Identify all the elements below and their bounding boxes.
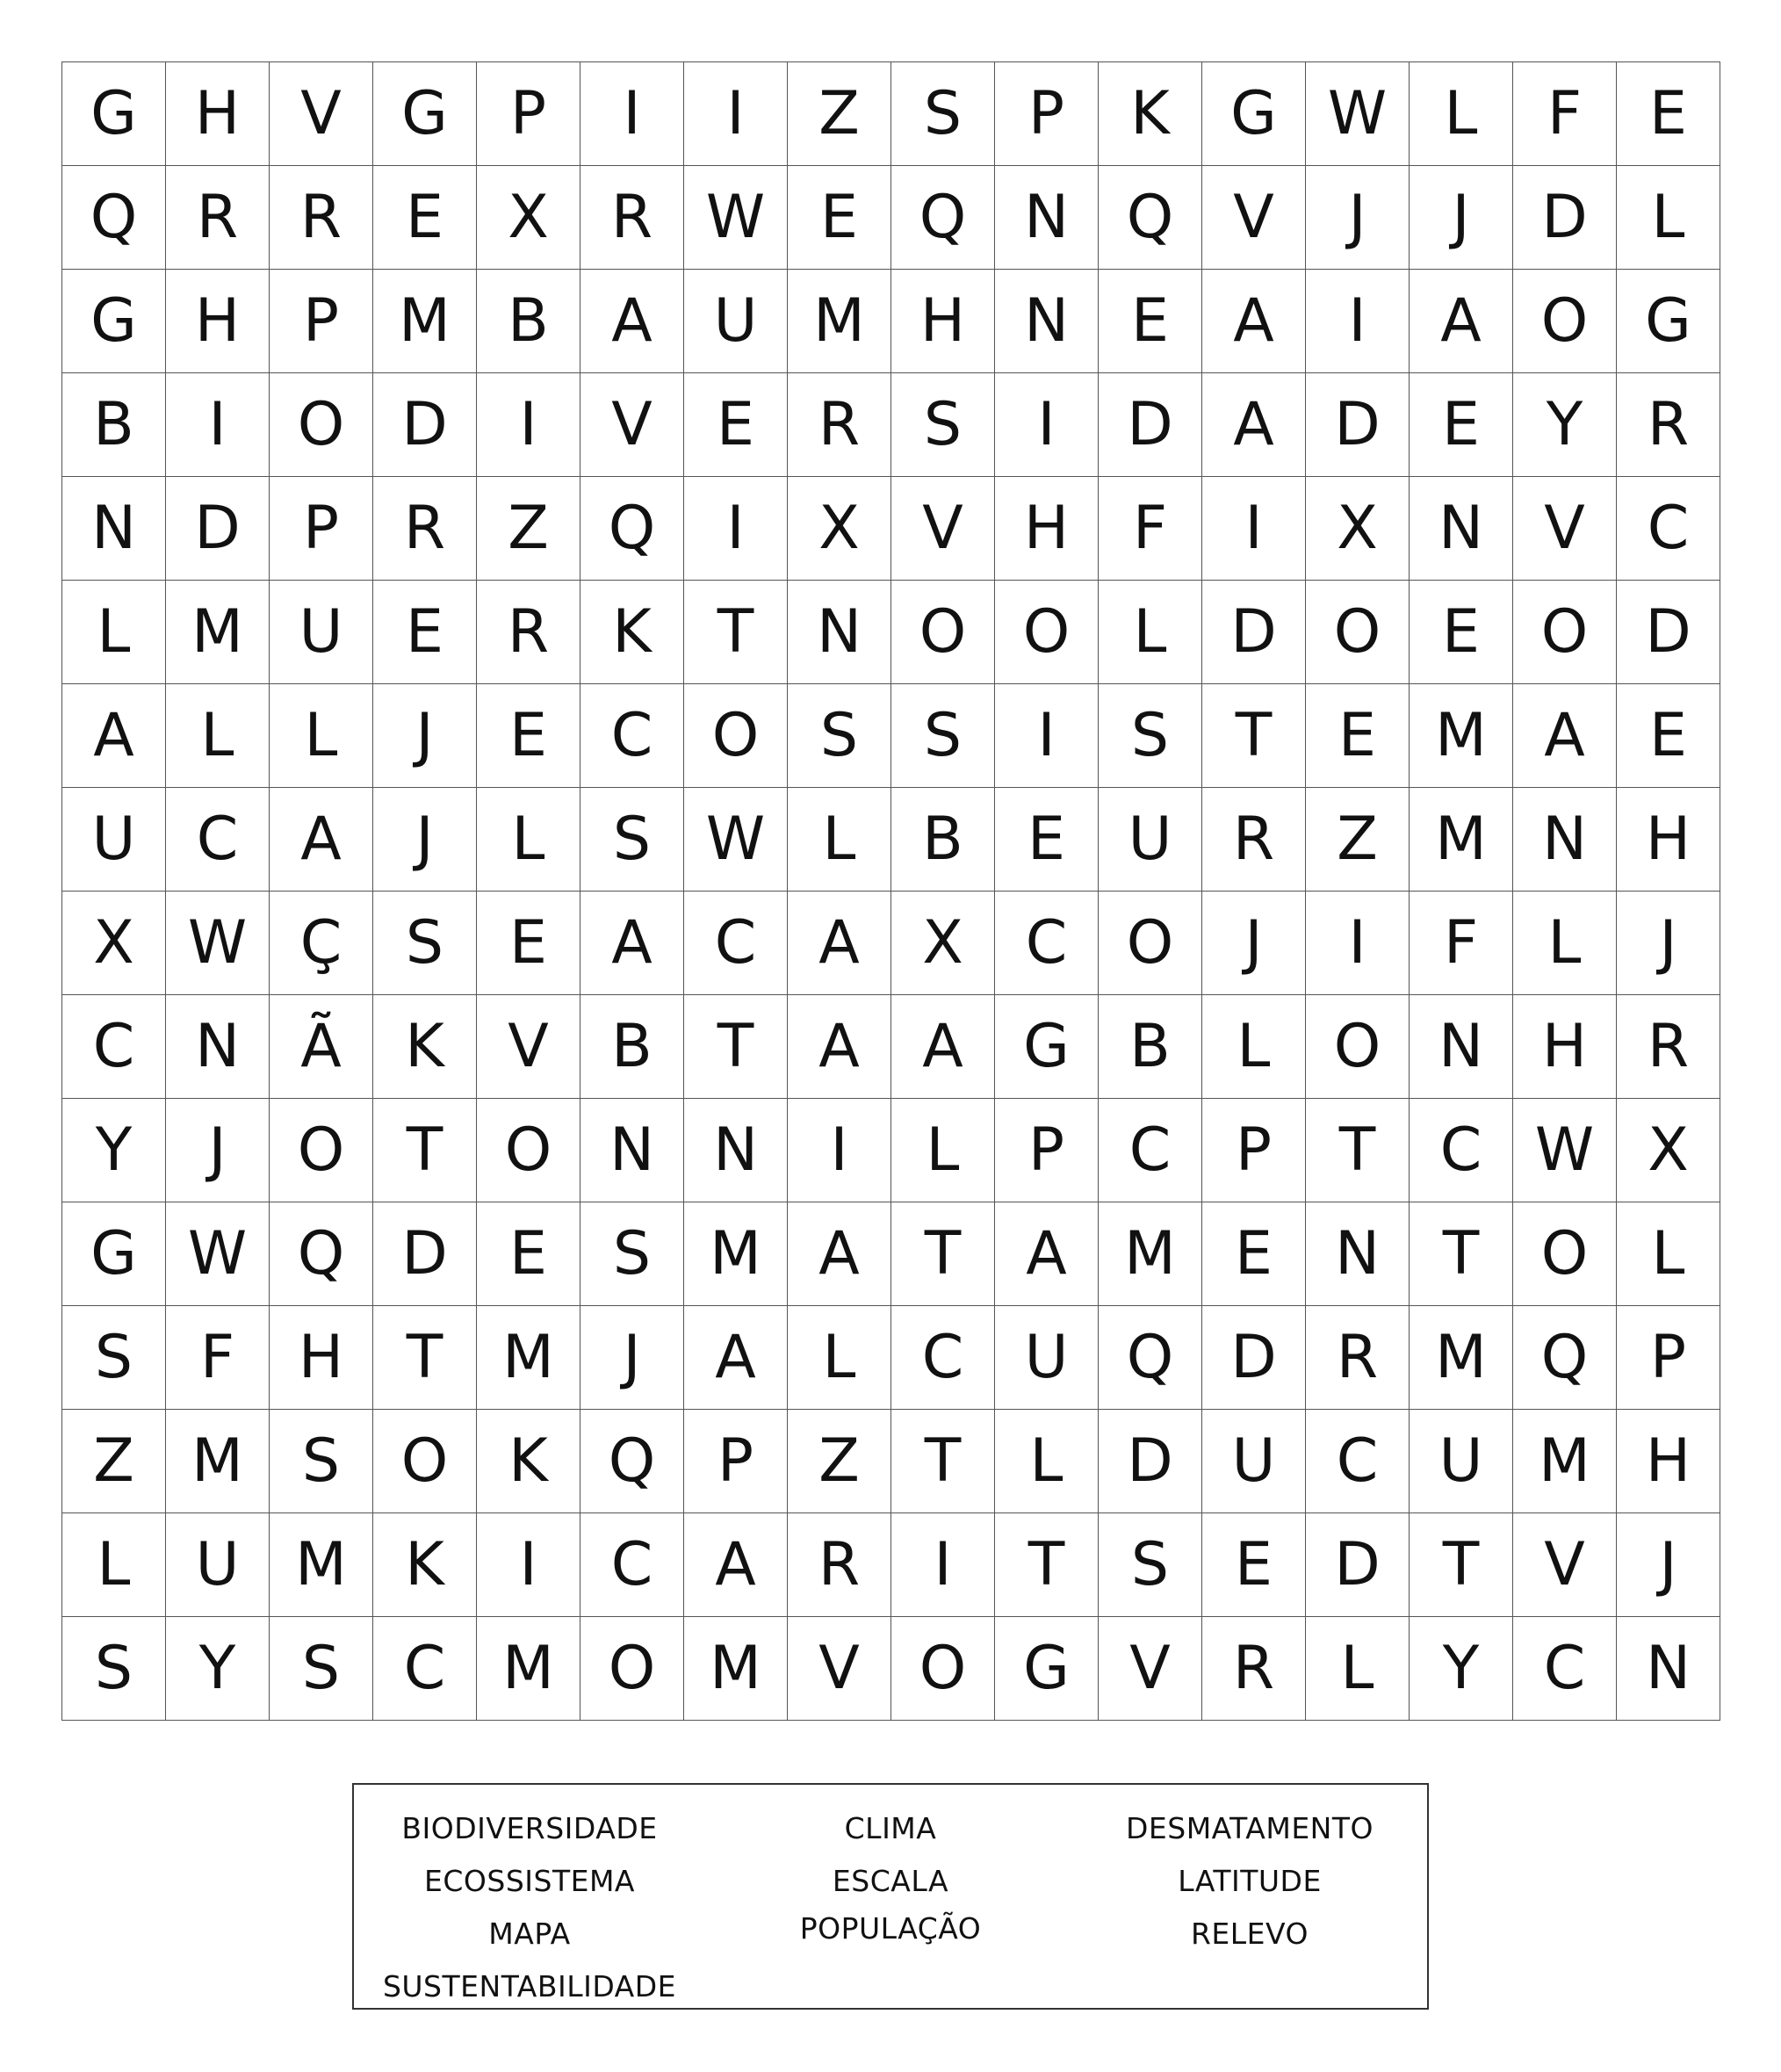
grid-cell[interactable]: C xyxy=(580,684,684,788)
grid-cell[interactable]: B xyxy=(580,995,684,1099)
grid-cell[interactable]: Q xyxy=(1513,1306,1617,1410)
grid-cell[interactable]: D xyxy=(373,1202,477,1306)
grid-cell[interactable]: R xyxy=(580,166,684,270)
grid-cell[interactable]: J xyxy=(1410,166,1513,270)
grid-cell[interactable]: Q xyxy=(1099,166,1202,270)
grid-cell[interactable]: O xyxy=(1099,892,1202,995)
grid-cell[interactable]: M xyxy=(1410,1306,1513,1410)
grid-cell[interactable]: M xyxy=(373,270,477,373)
grid-cell[interactable]: H xyxy=(995,477,1099,581)
grid-cell[interactable]: O xyxy=(1513,270,1617,373)
grid-cell[interactable]: R xyxy=(788,1513,891,1617)
grid-cell[interactable]: O xyxy=(1306,995,1410,1099)
grid-cell[interactable]: O xyxy=(1306,581,1410,684)
grid-cell[interactable]: Y xyxy=(166,1617,270,1721)
grid-cell[interactable]: Z xyxy=(788,62,891,166)
grid-cell[interactable]: E xyxy=(684,373,788,477)
word-item: ECOSSISTEMA xyxy=(424,1864,635,1898)
grid-cell[interactable]: M xyxy=(684,1202,788,1306)
grid-cell[interactable]: K xyxy=(1099,62,1202,166)
grid-cell[interactable]: A xyxy=(1410,270,1513,373)
grid-cell[interactable]: P xyxy=(684,1410,788,1513)
grid-cell[interactable]: D xyxy=(1202,581,1306,684)
grid-cell[interactable]: R xyxy=(1202,1617,1306,1721)
word-item: POPULAÇÃO xyxy=(799,1911,982,1946)
grid-cell[interactable]: C xyxy=(1617,477,1720,581)
grid-cell[interactable]: M xyxy=(684,1617,788,1721)
grid-cell[interactable]: L xyxy=(270,684,373,788)
grid-cell[interactable]: I xyxy=(684,62,788,166)
grid-cell[interactable]: G xyxy=(995,995,1099,1099)
grid-cell[interactable]: M xyxy=(477,1617,580,1721)
grid-cell[interactable]: N xyxy=(580,1099,684,1202)
grid-cell[interactable]: V xyxy=(580,373,684,477)
grid-cell[interactable]: E xyxy=(373,581,477,684)
grid-cell[interactable]: W xyxy=(684,166,788,270)
grid-cell[interactable]: S xyxy=(788,684,891,788)
word-bank xyxy=(352,1783,1429,2010)
grid-cell[interactable]: L xyxy=(1099,581,1202,684)
grid-cell[interactable]: Z xyxy=(1306,788,1410,892)
grid-cell[interactable]: L xyxy=(1410,62,1513,166)
grid-cell[interactable]: D xyxy=(1099,373,1202,477)
grid-cell[interactable]: C xyxy=(891,1306,995,1410)
grid-cell[interactable]: A xyxy=(1202,270,1306,373)
grid-cell[interactable]: L xyxy=(62,581,166,684)
grid-cell[interactable]: A xyxy=(580,270,684,373)
grid-cell[interactable]: J xyxy=(1306,166,1410,270)
grid-cell[interactable]: L xyxy=(1513,892,1617,995)
grid-cell[interactable]: D xyxy=(1306,373,1410,477)
grid-cell[interactable]: U xyxy=(1099,788,1202,892)
grid-cell[interactable]: A xyxy=(788,995,891,1099)
grid-cell[interactable]: V xyxy=(270,62,373,166)
grid-cell[interactable]: B xyxy=(1099,995,1202,1099)
grid-cell[interactable]: A xyxy=(788,892,891,995)
grid-cell[interactable]: K xyxy=(580,581,684,684)
grid-cell[interactable]: V xyxy=(788,1617,891,1721)
grid-cell[interactable]: G xyxy=(995,1617,1099,1721)
grid-cell[interactable]: E xyxy=(1617,684,1720,788)
grid-cell[interactable]: E xyxy=(1202,1513,1306,1617)
grid-cell[interactable]: E xyxy=(1410,581,1513,684)
grid-cell[interactable]: E xyxy=(477,892,580,995)
grid-cell[interactable]: R xyxy=(1306,1306,1410,1410)
grid-cell[interactable]: R xyxy=(1617,373,1720,477)
grid-cell[interactable]: U xyxy=(166,1513,270,1617)
grid-cell[interactable]: E xyxy=(1306,684,1410,788)
grid-cell[interactable]: U xyxy=(995,1306,1099,1410)
grid-cell[interactable]: X xyxy=(1617,1099,1720,1202)
grid-cell[interactable]: J xyxy=(1617,892,1720,995)
grid-cell[interactable]: L xyxy=(1306,1617,1410,1721)
grid-cell[interactable]: C xyxy=(1410,1099,1513,1202)
grid-cell[interactable]: I xyxy=(684,477,788,581)
grid-cell[interactable]: A xyxy=(270,788,373,892)
grid-cell[interactable]: T xyxy=(995,1513,1099,1617)
word-bank-column-3 xyxy=(1083,1802,1417,1960)
grid-cell[interactable]: O xyxy=(1513,1202,1617,1306)
grid-cell[interactable]: C xyxy=(166,788,270,892)
grid-cell[interactable]: C xyxy=(1513,1617,1617,1721)
word-item: RELEVO xyxy=(1191,1917,1309,1951)
grid-cell[interactable]: Y xyxy=(1513,373,1617,477)
grid-cell[interactable]: T xyxy=(684,581,788,684)
grid-cell[interactable]: L xyxy=(477,788,580,892)
grid-cell[interactable]: D xyxy=(166,477,270,581)
grid-cell[interactable]: P xyxy=(995,62,1099,166)
grid-cell[interactable]: L xyxy=(1202,995,1306,1099)
grid-cell[interactable]: U xyxy=(684,270,788,373)
word-item: SUSTENTABILIDADE xyxy=(382,1969,677,2003)
grid-cell[interactable]: V xyxy=(477,995,580,1099)
grid-cell[interactable]: G xyxy=(373,62,477,166)
grid-cell[interactable]: Y xyxy=(1410,1617,1513,1721)
grid-cell[interactable]: C xyxy=(580,1513,684,1617)
grid-cell[interactable]: X xyxy=(62,892,166,995)
grid-cell[interactable]: V xyxy=(1099,1617,1202,1721)
grid-cell[interactable]: S xyxy=(1099,684,1202,788)
grid-cell[interactable]: O xyxy=(580,1617,684,1721)
grid-cell[interactable]: R xyxy=(1617,995,1720,1099)
grid-cell[interactable]: O xyxy=(373,1410,477,1513)
word-item: MAPA xyxy=(488,1917,571,1951)
grid-cell[interactable]: C xyxy=(1099,1099,1202,1202)
grid-cell[interactable]: I xyxy=(1306,270,1410,373)
grid-cell[interactable]: K xyxy=(373,1513,477,1617)
grid-cell[interactable]: S xyxy=(270,1410,373,1513)
grid-cell[interactable]: E xyxy=(1617,62,1720,166)
grid-cell[interactable]: P xyxy=(270,477,373,581)
grid-cell[interactable]: R xyxy=(166,166,270,270)
grid-cell[interactable]: T xyxy=(1410,1513,1513,1617)
word-item: CLIMA xyxy=(844,1811,937,1845)
grid-cell[interactable]: I xyxy=(995,373,1099,477)
grid-cell[interactable]: H xyxy=(166,270,270,373)
grid-cell[interactable]: P xyxy=(1617,1306,1720,1410)
grid-cell[interactable]: N xyxy=(1410,995,1513,1099)
grid-cell[interactable]: Ã xyxy=(270,995,373,1099)
grid-cell[interactable]: W xyxy=(1513,1099,1617,1202)
grid-cell[interactable]: S xyxy=(580,1202,684,1306)
grid-cell[interactable]: J xyxy=(373,788,477,892)
grid-cell[interactable]: S xyxy=(62,1617,166,1721)
grid-cell[interactable]: L xyxy=(995,1410,1099,1513)
grid-cell[interactable]: M xyxy=(1410,788,1513,892)
grid-cell[interactable]: T xyxy=(891,1410,995,1513)
grid-cell[interactable]: W xyxy=(166,1202,270,1306)
grid-cell[interactable]: T xyxy=(684,995,788,1099)
grid-cell[interactable]: T xyxy=(1202,684,1306,788)
grid-cell[interactable]: M xyxy=(1410,684,1513,788)
grid-cell[interactable]: N xyxy=(166,995,270,1099)
grid-cell[interactable]: A xyxy=(684,1513,788,1617)
grid-cell[interactable]: M xyxy=(788,270,891,373)
grid-cell[interactable]: W xyxy=(1306,62,1410,166)
grid-cell[interactable]: A xyxy=(580,892,684,995)
grid-cell[interactable]: O xyxy=(1513,581,1617,684)
grid-cell[interactable]: Q xyxy=(270,1202,373,1306)
grid-cell[interactable]: G xyxy=(1202,62,1306,166)
grid-cell[interactable]: S xyxy=(580,788,684,892)
grid-cell[interactable]: I xyxy=(891,1513,995,1617)
grid-cell[interactable]: G xyxy=(62,1202,166,1306)
word-bank-column-2 xyxy=(724,1802,1057,1955)
grid-cell[interactable]: E xyxy=(373,166,477,270)
grid-cell[interactable]: O xyxy=(995,581,1099,684)
grid-cell[interactable]: I xyxy=(788,1099,891,1202)
grid-cell[interactable]: P xyxy=(1202,1099,1306,1202)
grid-cell[interactable]: G xyxy=(62,270,166,373)
grid-cell[interactable]: U xyxy=(62,788,166,892)
grid-cell[interactable]: N xyxy=(995,270,1099,373)
grid-cell[interactable]: Z xyxy=(62,1410,166,1513)
grid-cell[interactable]: D xyxy=(1099,1410,1202,1513)
grid-cell[interactable]: A xyxy=(891,995,995,1099)
grid-cell[interactable]: E xyxy=(1099,270,1202,373)
grid-cell[interactable]: A xyxy=(788,1202,891,1306)
grid-cell[interactable]: V xyxy=(1513,477,1617,581)
grid-cell[interactable]: S xyxy=(891,373,995,477)
grid-cell[interactable]: S xyxy=(270,1617,373,1721)
word-bank-column-1 xyxy=(363,1802,696,2013)
grid-cell[interactable]: C xyxy=(1306,1410,1410,1513)
grid-cell[interactable]: A xyxy=(62,684,166,788)
grid-cell[interactable]: R xyxy=(788,373,891,477)
grid-cell[interactable]: Z xyxy=(477,477,580,581)
grid-cell[interactable]: W xyxy=(166,892,270,995)
grid-cell[interactable]: W xyxy=(684,788,788,892)
grid-cell[interactable]: P xyxy=(995,1099,1099,1202)
grid-cell[interactable]: I xyxy=(580,62,684,166)
grid-cell[interactable]: V xyxy=(891,477,995,581)
grid-cell[interactable]: R xyxy=(270,166,373,270)
grid-cell[interactable]: T xyxy=(891,1202,995,1306)
grid-cell[interactable]: T xyxy=(373,1306,477,1410)
grid-cell[interactable]: A xyxy=(1202,373,1306,477)
grid-cell[interactable]: F xyxy=(1099,477,1202,581)
word-item: DESMATAMENTO xyxy=(1125,1811,1374,1845)
grid-cell[interactable]: C xyxy=(684,892,788,995)
grid-cell[interactable]: M xyxy=(1099,1202,1202,1306)
grid-cell[interactable]: I xyxy=(995,684,1099,788)
grid-cell[interactable]: A xyxy=(1513,684,1617,788)
grid-cell[interactable]: N xyxy=(995,166,1099,270)
grid-cell[interactable]: X xyxy=(477,166,580,270)
grid-cell[interactable]: C xyxy=(995,892,1099,995)
grid-cell[interactable]: G xyxy=(1617,270,1720,373)
grid-cell[interactable]: P xyxy=(477,62,580,166)
grid-cell[interactable]: I xyxy=(166,373,270,477)
grid-cell[interactable]: D xyxy=(1617,581,1720,684)
grid-cell[interactable]: M xyxy=(270,1513,373,1617)
grid-cell[interactable]: H xyxy=(1617,1410,1720,1513)
grid-cell[interactable]: F xyxy=(1410,892,1513,995)
grid-cell[interactable]: U xyxy=(1410,1410,1513,1513)
grid-cell[interactable]: R xyxy=(373,477,477,581)
grid-cell[interactable]: S xyxy=(891,684,995,788)
grid-cell[interactable]: Z xyxy=(788,1410,891,1513)
grid-cell[interactable]: F xyxy=(1513,62,1617,166)
grid-cell[interactable]: E xyxy=(477,684,580,788)
grid-cell[interactable]: T xyxy=(1306,1099,1410,1202)
grid-cell[interactable]: F xyxy=(166,1306,270,1410)
grid-cell[interactable]: N xyxy=(1513,788,1617,892)
grid-cell[interactable]: L xyxy=(788,788,891,892)
grid-cell[interactable]: B xyxy=(891,788,995,892)
word-item: ESCALA xyxy=(832,1864,949,1898)
grid-cell[interactable]: A xyxy=(995,1202,1099,1306)
grid-cell[interactable]: H xyxy=(1513,995,1617,1099)
grid-cell[interactable]: S xyxy=(1099,1513,1202,1617)
grid-cell[interactable]: C xyxy=(62,995,166,1099)
grid-cell[interactable]: V xyxy=(1202,166,1306,270)
grid-cell[interactable]: N xyxy=(62,477,166,581)
grid-cell[interactable]: J xyxy=(580,1306,684,1410)
grid-cell[interactable]: D xyxy=(373,373,477,477)
grid-cell[interactable]: N xyxy=(788,581,891,684)
grid-cell[interactable]: J xyxy=(166,1099,270,1202)
grid-cell[interactable]: M xyxy=(166,581,270,684)
grid-cell[interactable]: J xyxy=(373,684,477,788)
grid-cell[interactable]: N xyxy=(1410,477,1513,581)
grid-cell[interactable]: J xyxy=(1202,892,1306,995)
grid-cell[interactable]: I xyxy=(1306,892,1410,995)
grid-cell[interactable]: M xyxy=(1513,1410,1617,1513)
grid-cell[interactable]: S xyxy=(62,1306,166,1410)
grid-cell[interactable]: T xyxy=(373,1099,477,1202)
grid-cell[interactable]: S xyxy=(891,62,995,166)
grid-cell[interactable]: K xyxy=(477,1410,580,1513)
grid-cell[interactable]: B xyxy=(62,373,166,477)
grid-cell[interactable]: C xyxy=(373,1617,477,1721)
grid-cell[interactable]: M xyxy=(166,1410,270,1513)
grid-cell[interactable]: N xyxy=(1306,1202,1410,1306)
grid-cell[interactable]: H xyxy=(1617,788,1720,892)
grid-cell[interactable]: Q xyxy=(62,166,166,270)
grid-cell[interactable]: U xyxy=(270,581,373,684)
grid-cell[interactable]: S xyxy=(373,892,477,995)
grid-cell[interactable]: L xyxy=(166,684,270,788)
grid-cell[interactable]: H xyxy=(270,1306,373,1410)
grid-cell[interactable]: R xyxy=(1202,788,1306,892)
grid-cell[interactable]: O xyxy=(891,1617,995,1721)
grid-cell[interactable]: B xyxy=(477,270,580,373)
grid-cell[interactable]: P xyxy=(270,270,373,373)
grid-cell[interactable]: L xyxy=(1617,1202,1720,1306)
grid-cell[interactable]: J xyxy=(1617,1513,1720,1617)
grid-cell[interactable]: T xyxy=(1410,1202,1513,1306)
word-item: LATITUDE xyxy=(1178,1864,1322,1898)
grid-cell[interactable]: Y xyxy=(62,1099,166,1202)
grid-cell[interactable]: D xyxy=(1202,1306,1306,1410)
grid-cell[interactable]: Q xyxy=(580,477,684,581)
grid-cell[interactable]: D xyxy=(1306,1513,1410,1617)
grid-cell[interactable]: O xyxy=(684,684,788,788)
grid-cell[interactable]: G xyxy=(62,62,166,166)
word-item: BIODIVERSIDADE xyxy=(401,1811,658,1845)
grid-cell[interactable]: U xyxy=(1202,1410,1306,1513)
grid-cell[interactable]: Q xyxy=(1099,1306,1202,1410)
grid-cell[interactable]: M xyxy=(477,1306,580,1410)
grid-cell[interactable]: A xyxy=(684,1306,788,1410)
grid-cell[interactable]: L xyxy=(891,1099,995,1202)
grid-cell[interactable]: L xyxy=(788,1306,891,1410)
grid-cell[interactable]: D xyxy=(1513,166,1617,270)
grid-cell[interactable]: Ç xyxy=(270,892,373,995)
grid-cell[interactable]: E xyxy=(477,1202,580,1306)
grid-cell[interactable]: K xyxy=(373,995,477,1099)
grid-cell[interactable]: I xyxy=(477,1513,580,1617)
grid-cell[interactable]: O xyxy=(270,1099,373,1202)
grid-cell[interactable]: E xyxy=(788,166,891,270)
grid-cell[interactable]: N xyxy=(684,1099,788,1202)
grid-cell[interactable]: O xyxy=(270,373,373,477)
grid-cell[interactable]: I xyxy=(1202,477,1306,581)
grid-cell[interactable]: X xyxy=(891,892,995,995)
grid-cell[interactable]: O xyxy=(891,581,995,684)
grid-cell[interactable]: L xyxy=(62,1513,166,1617)
grid-cell[interactable]: O xyxy=(477,1099,580,1202)
grid-cell[interactable]: Q xyxy=(580,1410,684,1513)
grid-cell[interactable]: V xyxy=(1513,1513,1617,1617)
grid-cell[interactable]: L xyxy=(1617,166,1720,270)
grid-cell[interactable]: E xyxy=(995,788,1099,892)
grid-cell[interactable]: Q xyxy=(891,166,995,270)
grid-cell[interactable]: N xyxy=(1617,1617,1720,1721)
grid-cell[interactable]: E xyxy=(1410,373,1513,477)
grid-cell[interactable]: R xyxy=(477,581,580,684)
word-search-grid xyxy=(61,61,1720,1721)
grid-cell[interactable]: X xyxy=(1306,477,1410,581)
grid-cell[interactable]: X xyxy=(788,477,891,581)
grid-cell[interactable]: H xyxy=(891,270,995,373)
grid-cell[interactable]: E xyxy=(1202,1202,1306,1306)
grid-cell[interactable]: I xyxy=(477,373,580,477)
grid-cell[interactable]: H xyxy=(166,62,270,166)
